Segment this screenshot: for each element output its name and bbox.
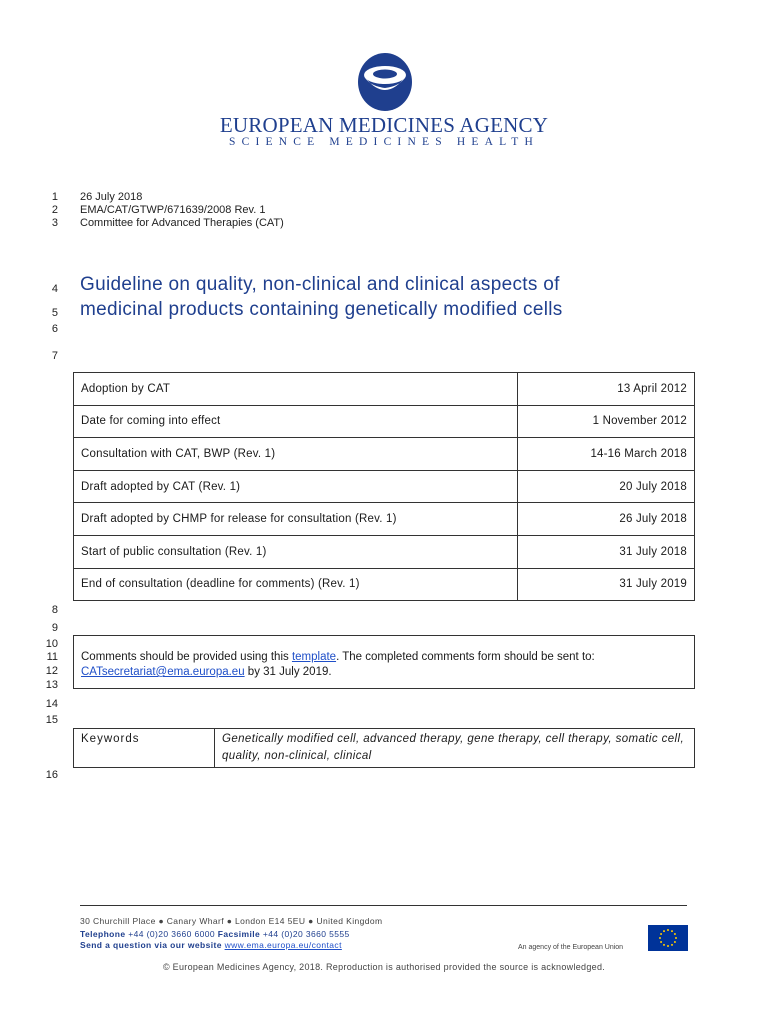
line-number: 9: [51, 622, 58, 634]
line-number: 16: [45, 769, 58, 781]
table-cell-date: 26 July 2018: [518, 503, 695, 536]
agency-name: EUROPEAN MEDICINES AGENCY: [219, 113, 549, 137]
ema-logo-icon: [349, 52, 421, 112]
table-cell-label: Adoption by CAT: [74, 373, 518, 406]
table-cell-date: 14-16 March 2018: [518, 438, 695, 471]
comments-text: Comments should be provided using this: [81, 651, 292, 663]
table-row: [74, 405, 695, 438]
line-number: 7: [51, 350, 58, 362]
table-cell-date: 31 July 2018: [518, 535, 695, 568]
footer-contact: [80, 929, 350, 939]
document-reference: EMA/CAT/GTWP/671639/2008 Rev. 1: [80, 204, 266, 216]
table-cell-label: Date for coming into effect: [74, 405, 518, 438]
line-number: 15: [45, 714, 58, 726]
table-cell-label: Draft adopted by CHMP for release for consultation (Rev. 1): [74, 503, 518, 536]
footer-question: [80, 940, 342, 950]
table-row: [74, 503, 695, 536]
comments-box: [73, 635, 695, 689]
comments-text: . The completed comments form should be sent to:: [336, 651, 595, 663]
footer-address: 30 Churchill Place ● Canary Wharf ● London E14 5EU ● United Kingdom: [80, 916, 383, 926]
table-cell-label: Consultation with CAT, BWP (Rev. 1): [74, 438, 518, 471]
table-row: [74, 373, 695, 406]
line-number: 10: [45, 638, 58, 650]
line-number: 5: [51, 307, 58, 319]
table-cell-date: 31 July 2019: [518, 568, 695, 601]
keywords-value: Genetically modified cell, advanced therapy, gene therapy, cell therapy, somatic cell, quality, non-clinical, clinical: [215, 729, 695, 768]
agency-tagline: SCIENCE MEDICINES HEALTH: [228, 136, 539, 148]
website-link[interactable]: www.ema.europa.eu/contact: [224, 940, 342, 950]
keywords-table: [73, 728, 695, 768]
line-number: 3: [51, 217, 58, 229]
table-row: [74, 729, 695, 768]
page-title: [80, 273, 563, 322]
question-label: Send a question via our website: [80, 940, 222, 950]
line-number: 13: [45, 679, 58, 691]
table-cell-date: 20 July 2018: [518, 470, 695, 503]
table-cell-label: Start of public consultation (Rev. 1): [74, 535, 518, 568]
committee-name: Committee for Advanced Therapies (CAT): [80, 217, 284, 229]
telephone-number: +44 (0)20 3660 6000: [128, 929, 216, 939]
table-row: [74, 438, 695, 471]
telephone-label: Telephone: [80, 929, 126, 939]
title-line: Guideline on quality, non-clinical and clinical aspects of: [80, 274, 560, 295]
line-number: 14: [45, 698, 58, 710]
comments-text: by 31 July 2019.: [244, 666, 332, 678]
table-cell-label: End of consultation (deadline for comments) (Rev. 1): [74, 568, 518, 601]
title-line: medicinal products containing genetically modified cells: [80, 298, 563, 320]
line-number: 6: [51, 323, 58, 335]
eu-agency-text: An agency of the European Union: [518, 944, 624, 951]
table-cell-date: 13 April 2012: [518, 373, 695, 406]
line-number: 8: [51, 604, 58, 616]
table-row: [74, 568, 695, 601]
eu-flag-icon: [648, 925, 688, 951]
facsimile-label: Facsimile: [217, 929, 261, 939]
line-number: 2: [51, 204, 58, 216]
table-row: [74, 470, 695, 503]
email-link[interactable]: CATsecretariat@ema.europa.eu: [81, 666, 245, 678]
line-number: 1: [51, 191, 58, 203]
table-cell-label: Draft adopted by CAT (Rev. 1): [74, 470, 518, 503]
footer-divider: [80, 905, 687, 906]
document-date: 26 July 2018: [80, 191, 143, 203]
line-number: 12: [45, 665, 58, 677]
dates-table: [73, 372, 695, 601]
line-number: 4: [51, 283, 58, 295]
template-link[interactable]: template: [291, 651, 337, 663]
table-cell-date: 1 November 2012: [518, 405, 695, 438]
line-number: 11: [46, 651, 58, 663]
keywords-label: Keywords: [74, 729, 215, 768]
facsimile-number: +44 (0)20 3660 5555: [262, 929, 350, 939]
table-row: [74, 535, 695, 568]
copyright-notice: © European Medicines Agency, 2018. Reproduction is authorised provided the source is acknowledged.: [162, 962, 606, 972]
